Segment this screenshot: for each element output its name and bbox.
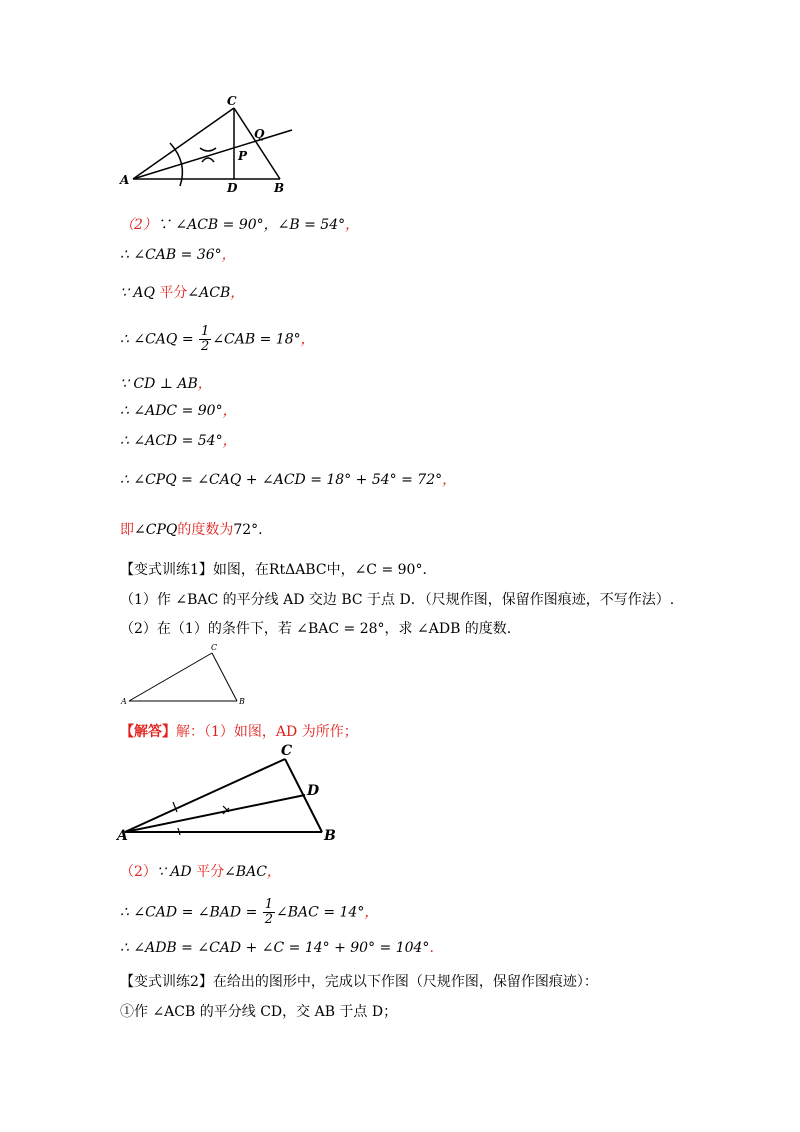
fig3-label-D: D xyxy=(307,783,320,799)
fig1-label-A: A xyxy=(120,173,130,187)
exercise-1-heading: 【变式训练1】如图，在RtΔABC中，∠C = 90°． xyxy=(120,562,437,578)
solution2-line-3: ∴ ∠ADB = ∠CAD + ∠C = 14° + 90° = 104°. xyxy=(120,940,434,956)
exercise-1-question-1: （1）作 ∠BAC 的平分线 AD 交边 BC 于点 D．（尺规作图，保留作图痕迹，不写作法）. xyxy=(120,592,675,608)
solution-conclusion: 即∠CPQ的度数为72°. xyxy=(120,522,263,538)
solution-line-7: ∴ ∠ACD = 54°， xyxy=(120,433,237,449)
exercise-2-question-1: ①作 ∠ACB 的平分线 CD，交 AB 于点 D； xyxy=(120,1004,398,1020)
fig1-label-D: D xyxy=(227,181,238,195)
fig1-label-Q: Q xyxy=(254,127,265,141)
fraction-half-2: $\frac{1}{2}$ xyxy=(264,897,274,927)
fig1-label-B: B xyxy=(274,181,285,195)
figure-1-triangle xyxy=(110,88,310,198)
fig2-label-C: C xyxy=(211,643,218,652)
fraction-half: $\frac{1}{2}$ xyxy=(201,324,210,354)
answer-heading: 【解答】解：（1）如图，AD 为所作； xyxy=(120,724,358,740)
figure-3-triangle xyxy=(115,740,345,850)
solution-line-1: （2）∵ ∠ACB = 90°，∠B = 54°， xyxy=(120,217,360,233)
exercise-2-heading: 【变式训练2】在给出的图形中，完成以下作图（尺规作图，保留作图痕迹）： xyxy=(120,974,598,990)
fig2-label-B: B xyxy=(239,697,245,706)
exercise-1-question-2: （2）在（1）的条件下，若 ∠BAC = 28°，求 ∠ADB 的度数. xyxy=(120,621,512,637)
solution-line-2: ∴ ∠CAB = 36°， xyxy=(120,247,236,263)
solution2-line-1: （2）∵ AD 平分∠BAC， xyxy=(120,864,281,880)
fig1-label-C: C xyxy=(227,94,237,108)
figure-2-triangle xyxy=(115,640,265,712)
solution-line-4: ∴ ∠CAQ = $\frac{1}{2}$ ∠CAB = 18°， xyxy=(120,324,315,354)
solution-line-6: ∴ ∠ADC = 90°， xyxy=(120,403,237,419)
fig3-label-B: B xyxy=(324,828,336,844)
fig1-label-P: P xyxy=(238,149,248,163)
fig3-label-A: A xyxy=(117,828,128,844)
solution-line-5: ∵ CD ⊥ AB， xyxy=(120,376,212,392)
solution-line-8: ∴ ∠CPQ = ∠CAQ + ∠ACD = 18° + 54° = 72°， xyxy=(120,472,457,488)
solution-line-3: ∵ AQ 平分∠ACB， xyxy=(120,285,245,301)
fig2-label-A: A xyxy=(121,697,127,706)
fig3-label-C: C xyxy=(281,743,293,759)
solution2-line-2: ∴ ∠CAD = ∠BAD = $\frac{1}{2}$ ∠BAC = 14°， xyxy=(120,897,379,927)
